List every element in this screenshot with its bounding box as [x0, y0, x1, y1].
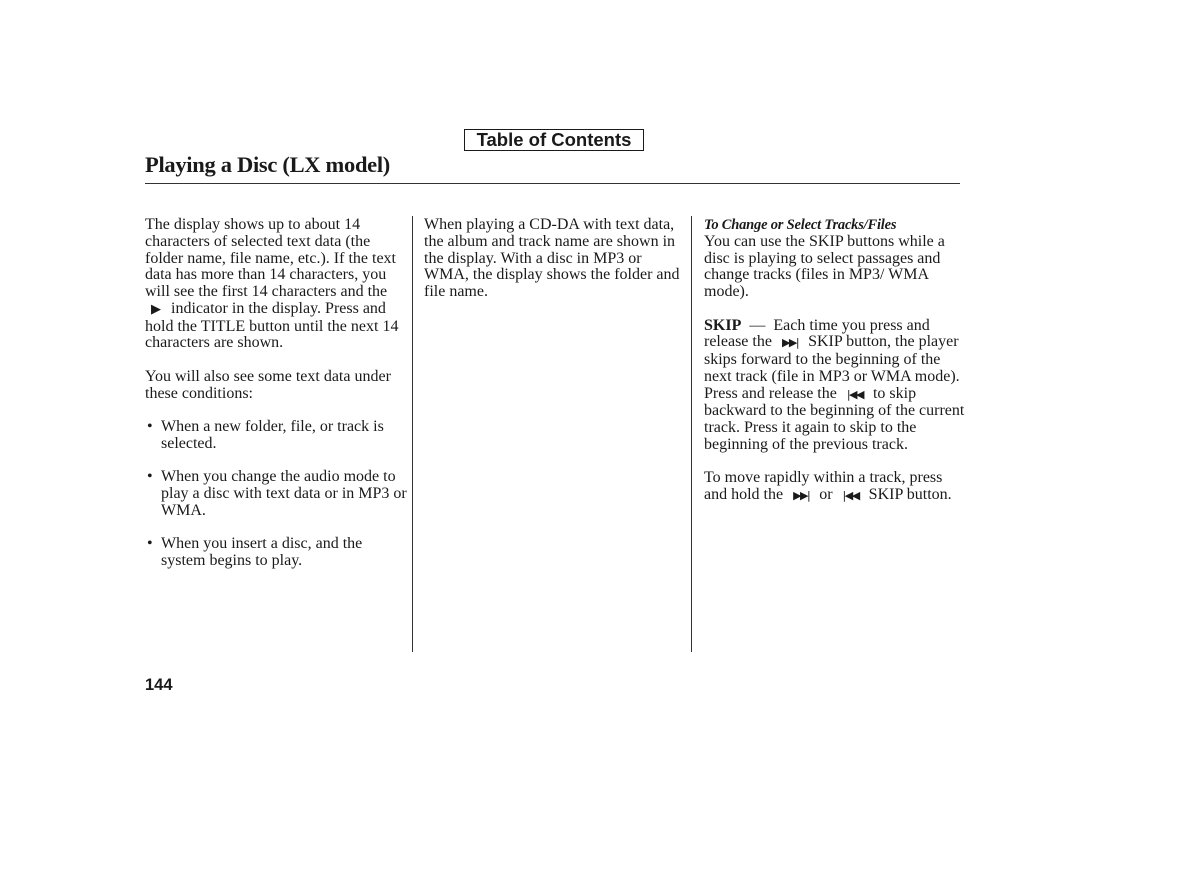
skip-text-c: to skip backward to the beginning of the current track. Press it again to skip to the beginning of the previous track. — [704, 384, 965, 453]
column-2 — [424, 217, 686, 301]
display-paragraph — [145, 217, 407, 352]
skip-intro-paragraph: You can use the SKIP buttons while a disc is playing to select passages and change tracks (files in MP3/ WMA mode). — [704, 232, 945, 300]
skip-term: SKIP — [704, 316, 742, 334]
skip-text-b: SKIP button, the player skips forward to the beginning of the next track (file in MP3 or WMA mode). Press and release the — [704, 333, 960, 402]
bullet-icon: • — [147, 535, 153, 553]
cdda-paragraph: When playing a CD-DA with text data, the album and track name are shown in the display. With a disc in MP3 or WMA, the display shows the folder and file name. — [424, 216, 680, 300]
list-item-text: When you insert a disc, and the system begins to play. — [161, 535, 363, 569]
section-heading: To Change or Select Tracks/Files — [704, 217, 897, 233]
bullet-icon: • — [147, 468, 153, 486]
skip-paragraph — [704, 318, 966, 454]
skip-back-icon: |◀◀ — [846, 387, 863, 401]
column-divider-1 — [412, 216, 413, 652]
list-item-text: When you change the audio mode to play a disc with text data or in MP3 or WMA. — [161, 468, 407, 519]
skip-back-icon: |◀◀ — [842, 489, 859, 502]
page-title: Playing a Disc (LX model) — [145, 152, 390, 177]
rapid-paragraph — [704, 470, 966, 505]
list-item-text: When a new folder, file, or track is selected. — [161, 418, 384, 452]
rapid-text-a: To move rapidly within a track, press and hold the — [704, 469, 943, 503]
conditions-paragraph: You will also see some text data under these conditions: — [145, 367, 391, 402]
bullet-icon: • — [147, 418, 153, 435]
list-item — [145, 469, 407, 519]
dash: — — [749, 316, 766, 334]
display-text-b: indicator in the display. Press and hold the TITLE button until the next 14 characters are shown. — [145, 299, 399, 352]
display-text-a: The display shows up to about 14 characters of selected text data (the folder name, file name, etc.). If the text data has more than 14 characters, you will see the first 14 characters and the — [145, 216, 396, 300]
column-1 — [145, 217, 407, 570]
table-of-contents-button[interactable]: Table of Contents — [464, 129, 644, 151]
skip-forward-icon: ▶▶| — [781, 336, 799, 350]
list-item — [145, 419, 407, 453]
rapid-text-b: SKIP button. — [868, 486, 952, 503]
column-3 — [704, 217, 966, 505]
page-number: 144 — [145, 676, 173, 694]
column-divider-2 — [691, 216, 692, 652]
rapid-or: or — [819, 486, 833, 503]
skip-forward-icon: ▶▶| — [793, 489, 810, 502]
title-rule — [145, 183, 960, 184]
skip-text-a: Each time you press and release the — [704, 316, 930, 351]
list-item — [145, 536, 407, 570]
play-indicator-icon: ▶ — [151, 301, 161, 317]
